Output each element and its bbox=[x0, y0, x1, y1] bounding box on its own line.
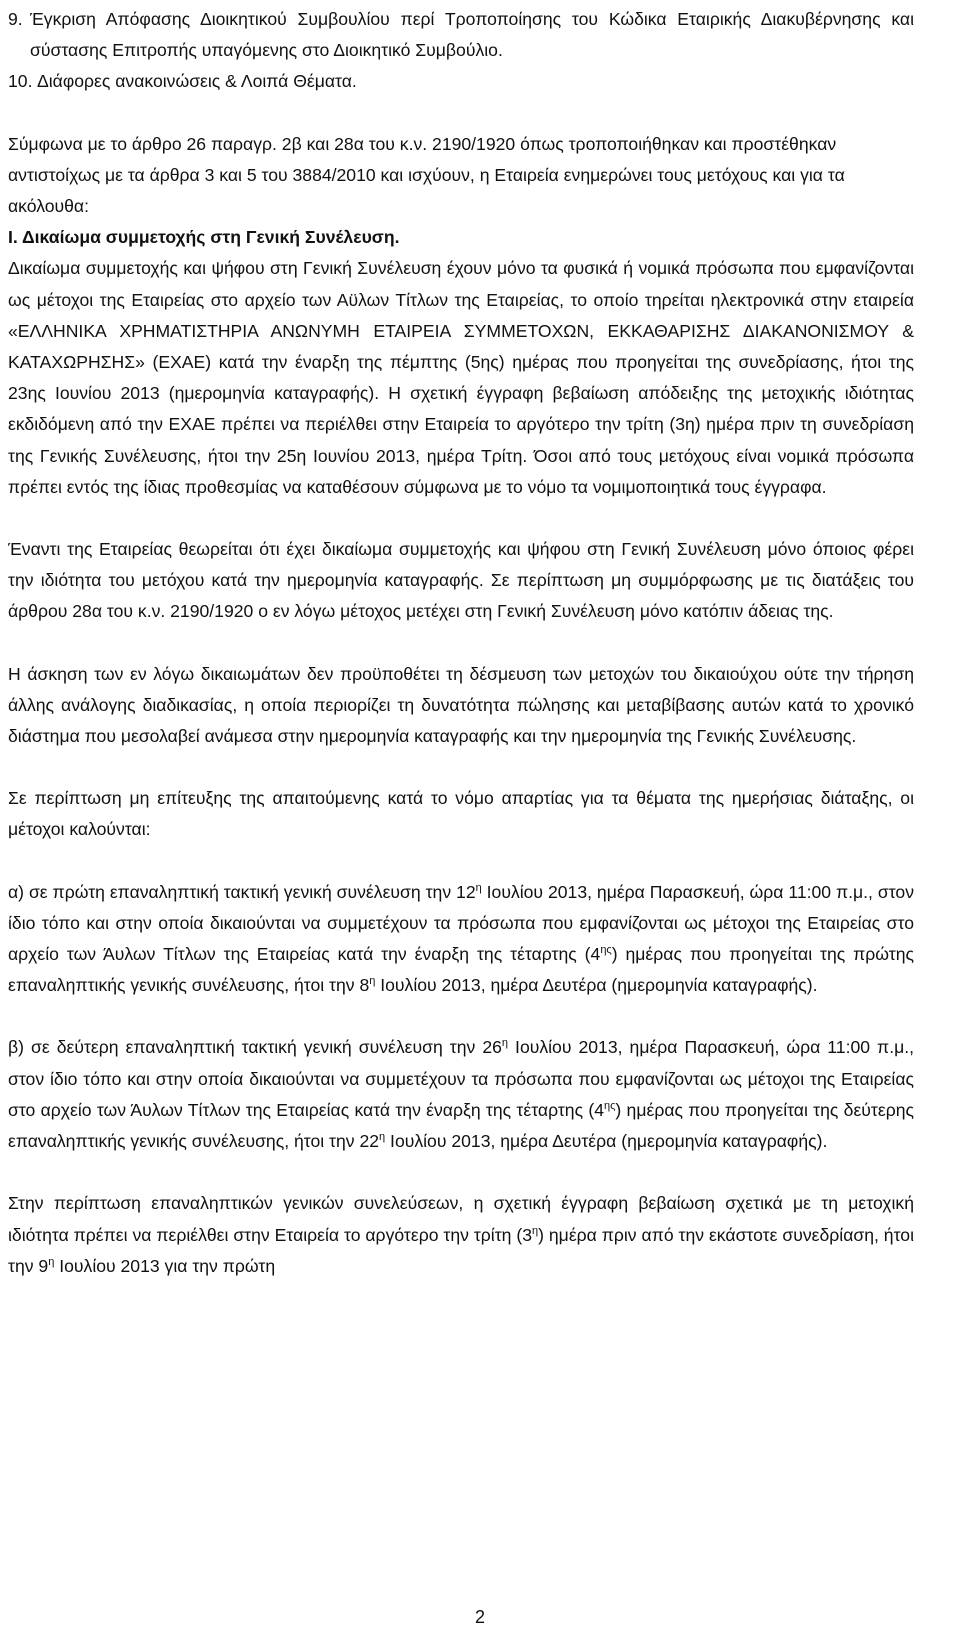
text-segment: β) σε δεύτερη επαναληπτική τακτική γενική συνέλευση την 26 bbox=[8, 1037, 502, 1058]
text-segment: Ιουλίου 2013 για την πρώτη bbox=[54, 1255, 276, 1276]
agenda-number: 10. bbox=[8, 71, 33, 92]
ordinal-superscript: η bbox=[379, 1131, 386, 1144]
ordinal-superscript: η bbox=[369, 975, 376, 988]
paragraph-exercise-of-rights: Η άσκηση των εν λόγω δικαιωμάτων δεν προϋποθέτει τη δέσμευση των μετοχών του δικαιούχου ούτε την τήρηση άλλης ανάλογης διαδικασίας, η οποία περιορίζει τη δυνατότητα πώλησης και μεταβίβασης αυτών κατά το χρονικό διάστημα που μεσολαβεί ανάμεσα στην ημερομηνία καταγραφής και την ημερομηνία της Γενικής Συνέλευσης. bbox=[8, 663, 914, 747]
ordinal-superscript: η bbox=[475, 881, 482, 894]
page-number: 2 bbox=[474, 1607, 485, 1627]
text-segment: Ιουλίου 2013, ημέρα Παρασκευή, ώρα 11:00 π.μ., στον ίδιο τόπο και στην οποία δικαιούνται να συμμετέχουν τα πρόσωπα που εμφανίζονται ως μέτοχοι της Εταιρείας στο αρχείο των Άυλων Τίτλων της Εταιρείας κατά την έναρξη της τέταρτης (4 bbox=[8, 1037, 914, 1120]
paragraph-second-repeat-meeting bbox=[8, 1032, 914, 1157]
text-segment: Στην περίπτωση επαναληπτικών γενικών συνελεύσεων, η σχετική έγγραφη βεβαίωση σχετικά με τη μετοχική ιδιότητα πρέπει να περιέλθει στην Εταιρεία το αργότερο την τρίτη (3 bbox=[8, 1193, 914, 1245]
paragraph-quorum: Σε περίπτωση μη επίτευξης της απαιτούμενης κατά το νόμο απαρτίας για τα θέματα της ημερήσιας διάταξης, οι μέτοχοι καλούνται: bbox=[8, 788, 914, 840]
text-segment: α) σε πρώτη επαναληπτική τακτική γενική συνέλευση την 12 bbox=[8, 881, 476, 902]
text-segment: Ιουλίου 2013, ημέρα Δευτέρα (ημερομηνία καταγραφής). bbox=[375, 975, 818, 996]
paragraph-participation-right: Δικαίωμα συμμετοχής και ψήφου στη Γενική Συνέλευση έχουν μόνο τα φυσικά ή νομικά πρόσωπα που εμφανίζονται ως μέτοχοι της Εταιρείας στο αρχείο των Αϋλων Τίτλων της Εταιρείας, το οποίο τηρείται ηλεκτρονικά στην εταιρεία «ΕΛΛΗΝΙΚΑ ΧΡΗΜΑΤΙΣΤΗΡΙΑ ΑΝΩΝΥΜΗ ΕΤΑΙΡΕΙΑ ΣΥΜΜΕΤΟΧΩΝ, ΕΚΚΑΘΑΡΙΣΗΣ ΔΙΑΚΑΝΟΝΙΣΜΟΥ & ΚΑΤΑΧΩΡΗΣΗΣ» (ΕΧΑΕ) κατά την έναρξη της πέμπτης (5ης) ημέρας που προηγείται της συνεδρίασης, ήτοι της 23ης Ιουνίου 2013 (ημερομηνία καταγραφής). Η σχετική έγγραφη βεβαίωση απόδειξης της μετοχικής ιδιότητας εκδιδόμενη από την ΕΧΑΕ πρέπει να περιέλθει στην Εταιρεία το αργότερο την τρίτη (3η) ημέρα πριν τη συνεδρίαση της Γενικής Συνέλευσης, ήτοι την 25η Ιουνίου 2013, ημέρα Τρίτη. Όσοι από τους μετόχους είναι νομικά πρόσωπα πρέπει εντός της ίδιας προθεσμίας να καταθέσουν σύμφωνα με το νόμο τα νομιμοποιητικά τους έγγραφα. bbox=[8, 258, 914, 497]
paragraph-repeat-certification bbox=[8, 1188, 914, 1282]
document-body bbox=[8, 4, 914, 1282]
paragraph-shareholder-status: Έναντι της Εταιρείας θεωρείται ότι έχει δικαίωμα συμμετοχής και ψήφου στη Γενική Συνέλευση μόνο όποιος φέρει την ιδιότητα του μετόχου κατά την ημερομηνία καταγραφής. Σε περίπτωση μη συμμόρφωσης με τις διατάξεις του άρθρου 28α του κ.ν. 2190/1920 ο εν λόγω μέτοχος μετέχει στη Γενική Συνέλευση μόνο κατόπιν άδειας της. bbox=[8, 539, 914, 622]
section-heading: Ι. Δικαίωμα συμμετοχής στη Γενική Συνέλευση. bbox=[8, 227, 400, 248]
ordinal-superscript: η bbox=[501, 1037, 509, 1050]
paragraph-first-repeat-meeting bbox=[8, 877, 914, 1002]
ordinal-superscript: ης bbox=[600, 944, 612, 957]
text-segment: Ιουλίου 2013, ημέρα Παρασκευή, ώρα 11:00 π.μ., στον ίδιο τόπο και στην οποία δικαιούνται να συμμετέχουν τα πρόσωπα που εμφανίζονται ως μέτοχοι της Εταιρείας στο αρχείο των Άυλων Τίτλων της Εταιρείας κατά την έναρξη της τέταρτης (4 bbox=[8, 881, 914, 965]
agenda-text: Έγκριση Απόφασης Διοικητικού Συμβουλίου περί Τροποποίησης του Κώδικα Εταιρικής Διακυβέρνησης και σύστασης Επιτροπής υπαγόμενης στο Διοικητικό Συμβούλιο. bbox=[30, 9, 914, 61]
text-segment: ) ημέρα πριν από την εκάστοτε συνεδρίαση, ήτοι την 9 bbox=[8, 1224, 914, 1276]
text-segment: ) ημέρας που προηγείται της δεύτερης επαναληπτικής γενικής συνέλευσης, ήτοι την 22 bbox=[8, 1099, 914, 1152]
ordinal-superscript: η bbox=[532, 1224, 539, 1237]
agenda-number: 9. bbox=[8, 9, 23, 29]
ordinal-superscript: ης bbox=[604, 1100, 616, 1113]
agenda-text: Διάφορες ανακοινώσεις & Λοιπά Θέματα. bbox=[37, 71, 357, 92]
text-segment: ) ημέρας που προηγείται της πρώτης επαναληπτικής γενικής συνέλευσης, ήτοι την 8 bbox=[8, 944, 914, 996]
text-segment: Ιουλίου 2013, ημέρα Δευτέρα (ημερομηνία καταγραφής). bbox=[385, 1131, 828, 1152]
intro-paragraph: Σύμφωνα με το άρθρο 26 παραγρ. 2β και 28α του κ.ν. 2190/1920 όπως τροποποιήθηκαν και προστέθηκαν αντιστοίχως με τα άρθρα 3 και 5 του 3884/2010 και ισχύουν, η Εταιρεία ενημερώνει τους μετόχους και για τα ακόλουθα: bbox=[8, 133, 845, 217]
agenda-item-10 bbox=[8, 66, 914, 97]
ordinal-superscript: η bbox=[48, 1255, 55, 1268]
agenda-item-9 bbox=[8, 4, 914, 66]
